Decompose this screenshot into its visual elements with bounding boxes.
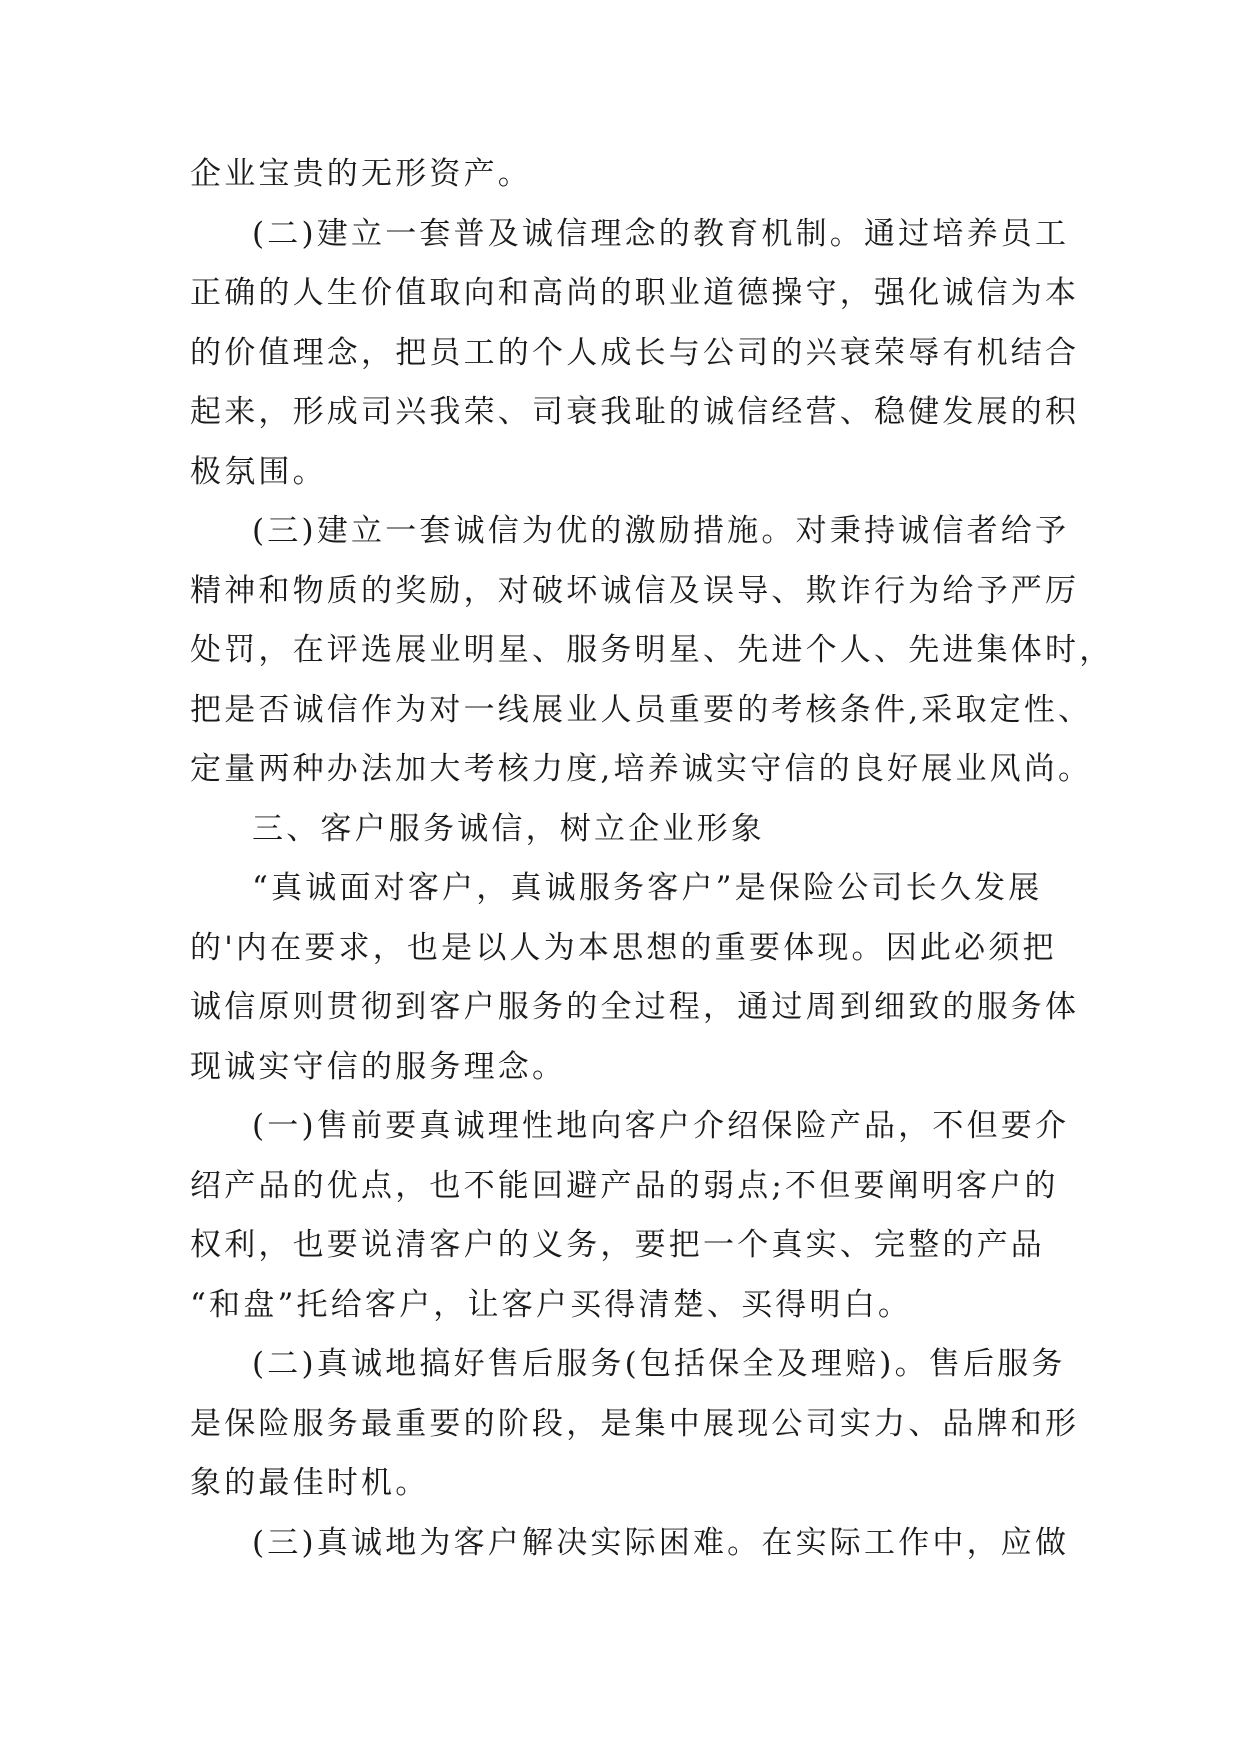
text-line: “和盘”托给客户，让客户买得清楚、买得明白。: [190, 1286, 913, 1323]
text-line: 三、客户服务诚信，树立企业形象: [252, 810, 765, 847]
text-line: 起来，形成司兴我荣、司衰我耻的诚信经营、稳健发展的积: [190, 394, 1080, 430]
text-line: 企业宝贵的无形资产。: [190, 156, 532, 192]
text-line: (一)售前要真诚理性地向客户介绍保险产品，不但要介: [252, 1108, 1070, 1144]
text-line: 精神和物质的奖励，对破坏诚信及误导、欺诈行为给予严厉: [190, 572, 1080, 609]
text-line: 处罚，在评选展业明星、服务明星、先进个人、先进集体时，: [190, 632, 1114, 668]
text-line: 是保险服务最重要的阶段，是集中展现公司实力、品牌和形: [190, 1405, 1080, 1442]
text-line: “真诚面对客户，真诚服务客户”是保险公司长久发展: [252, 870, 1043, 906]
text-line: 的'内在要求，也是以人为本思想的重要体现。因此必须把: [190, 929, 1057, 966]
text-line: 权利，也要说清客户的义务，要把一个真实、完整的产品: [190, 1227, 1045, 1263]
document-body-text: [190, 145, 1114, 1573]
text-line: 诚信原则贯彻到客户服务的全过程，通过周到细致的服务体: [190, 989, 1080, 1025]
text-line: (二)建立一套普及诚信理念的教育机制。通过培养员工: [252, 215, 1070, 252]
text-line: 正确的人生价值取向和高尚的职业道德操守，强化诚信为本: [190, 275, 1080, 311]
text-line: (三)建立一套诚信为优的激励措施。对秉持诚信者给予: [252, 513, 1070, 549]
text-line: 绍产品的优点，也不能回避产品的弱点;不但要阐明客户的: [190, 1167, 1059, 1204]
text-line: (二)真诚地搞好售后服务(包括保全及理赔)。售后服务: [252, 1346, 1066, 1382]
text-line: 把是否诚信作为对一线展业人员重要的考核条件,采取定性、: [190, 691, 1093, 728]
text-line: 定量两种办法加大考核力度,培养诚实守信的良好展业风尚。: [190, 751, 1093, 787]
text-line: 象的最佳时机。: [190, 1465, 430, 1501]
text-line: 现诚实守信的服务理念。: [190, 1048, 567, 1085]
text-line: (三)真诚地为客户解决实际困难。在实际工作中，应做: [252, 1524, 1070, 1561]
text-line: 极氛围。: [190, 453, 327, 490]
text-line: 的价值理念，把员工的个人成长与公司的兴衰荣辱有机结合: [190, 334, 1080, 371]
